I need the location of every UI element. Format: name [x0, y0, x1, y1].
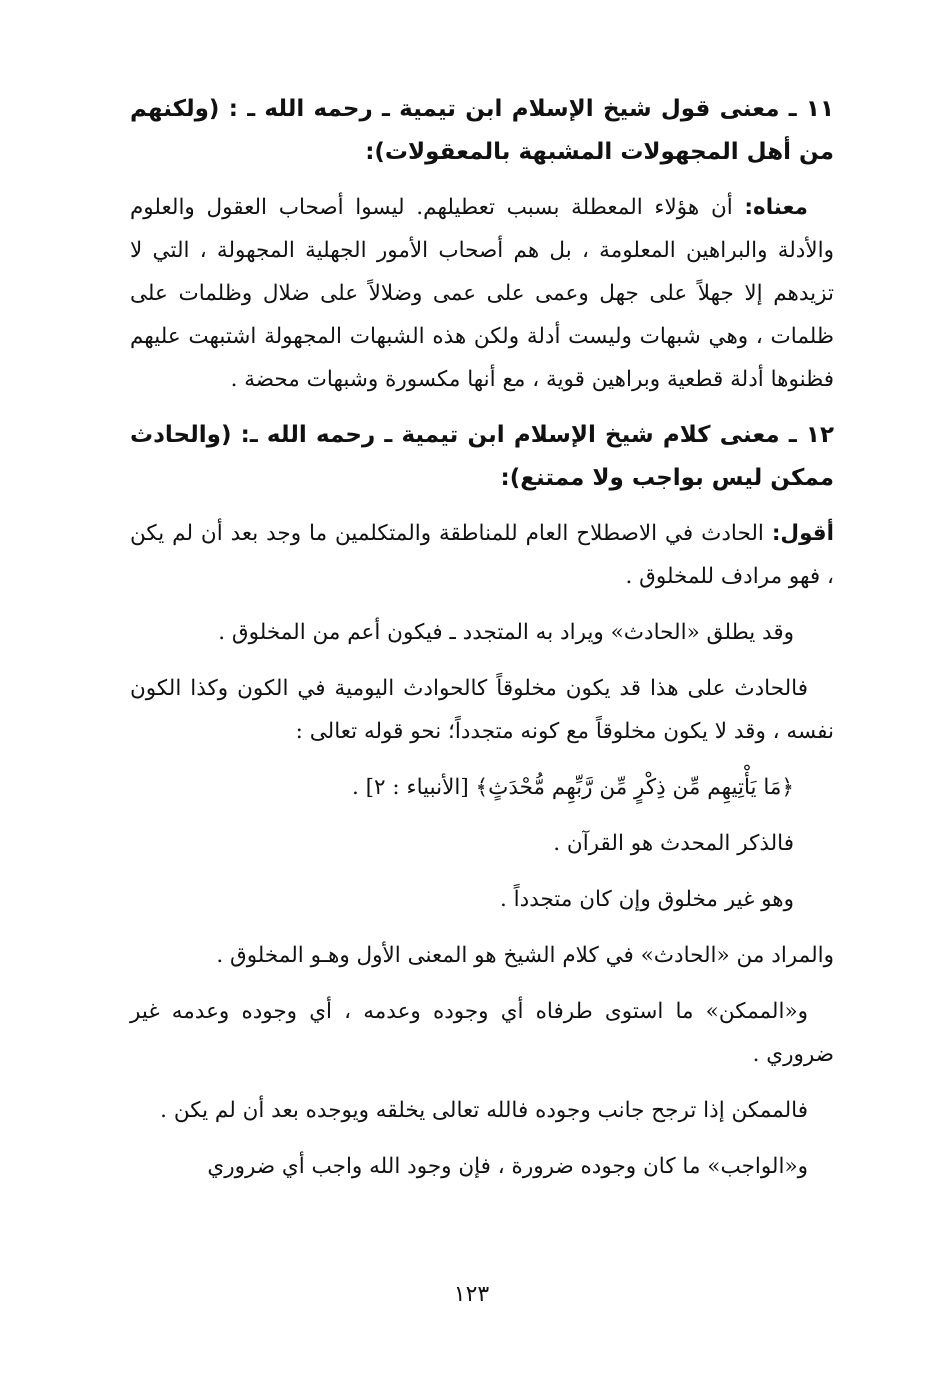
- section-11-paragraph: [130, 186, 834, 401]
- page-number: ١٢٣: [453, 1282, 490, 1307]
- paragraph-text: أن هؤلاء المعطلة بسبب تعطيلهم. ليسوا أصحاب العقول والعلوم والأدلة والبراهين المعلومة ، بل هم أصحاب الأمور الجهلية المجهولة ، التي لا تزيدهم إلا جهلاً على جهل وعمى على عمى وضلالاً على ضلال وظلمات على ظلمات ، وهي شبهات وليست أدلة ولكن هذه الشبهات المجهولة اشتبهت عليهم فظنوها أدلة قطعية وبراهين قوية ، مع أنها مكسورة وشبهات محضة .: [130, 195, 834, 392]
- page-body: [130, 88, 834, 1201]
- section-12-paragraph-2: وقد يطلق «الحادث» ويراد به المتجدد ـ فيكون أعم من المخلوق .: [218, 620, 794, 645]
- paragraph-text: الحادث في الاصطلاح العام للمناطقة والمتكلمين ما وجد بعد أن لم يكن ، فهو مرادف للمخلوق .: [130, 521, 834, 589]
- section-12-paragraph-6: والمراد من «الحادث» في كلام الشيخ هو المعنى الأول وهـو المخلوق .: [216, 943, 834, 968]
- section-12-paragraph-4: فالذكر المحدث هو القرآن .: [553, 831, 794, 856]
- section-12-paragraph-3: فالحادث على هذا قد يكون مخلوقاً كالحوادث اليومية في الكون وكذا الكون نفسه ، وقد لا يكون مخلوقاً مع كونه متجدداً؛ نحو قوله تعالى :: [130, 676, 834, 744]
- section-12-paragraph-1: [130, 512, 834, 598]
- section-12-paragraph-9: و«الواجب» ما كان وجوده ضرورة ، فإن وجود الله واجب أي ضروري: [207, 1154, 808, 1179]
- section-12-paragraph-7: و«الممكن» ما استوى طرفاه أي وجوده وعدمه ، أي وجوده وعدمه غير ضروري .: [130, 999, 834, 1067]
- paragraph-lead-word: أقول:: [771, 521, 834, 546]
- section-12-heading: ١٢ ـ معنى كلام شيخ الإسلام ابن تيمية ـ رحمه الله ـ: (والحادث ممكن ليس بواجب ولا ممتنع):: [130, 422, 834, 491]
- section-12-paragraph-8: فالممكن إذا ترجح جانب وجوده فالله تعالى يخلقه ويوجده بعد أن لم يكن .: [160, 1098, 808, 1123]
- quran-verse: ﴿مَا يَأْتِيهِم مِّن ذِكْرٍ مِّن رَّبِّهِم مُّحْدَثٍ﴾ [الأنبياء : ٢] .: [351, 775, 794, 800]
- section-12-paragraph-5: وهو غير مخلوق وإن كان متجدداً .: [500, 887, 794, 912]
- section-11-heading: ١١ ـ معنى قول شيخ الإسلام ابن تيمية ـ رحمه الله ـ : (ولكنهم من أهل المجهولات المشبهة بالمعقولات):: [130, 96, 834, 165]
- paragraph-lead-word: معناه:: [744, 195, 808, 220]
